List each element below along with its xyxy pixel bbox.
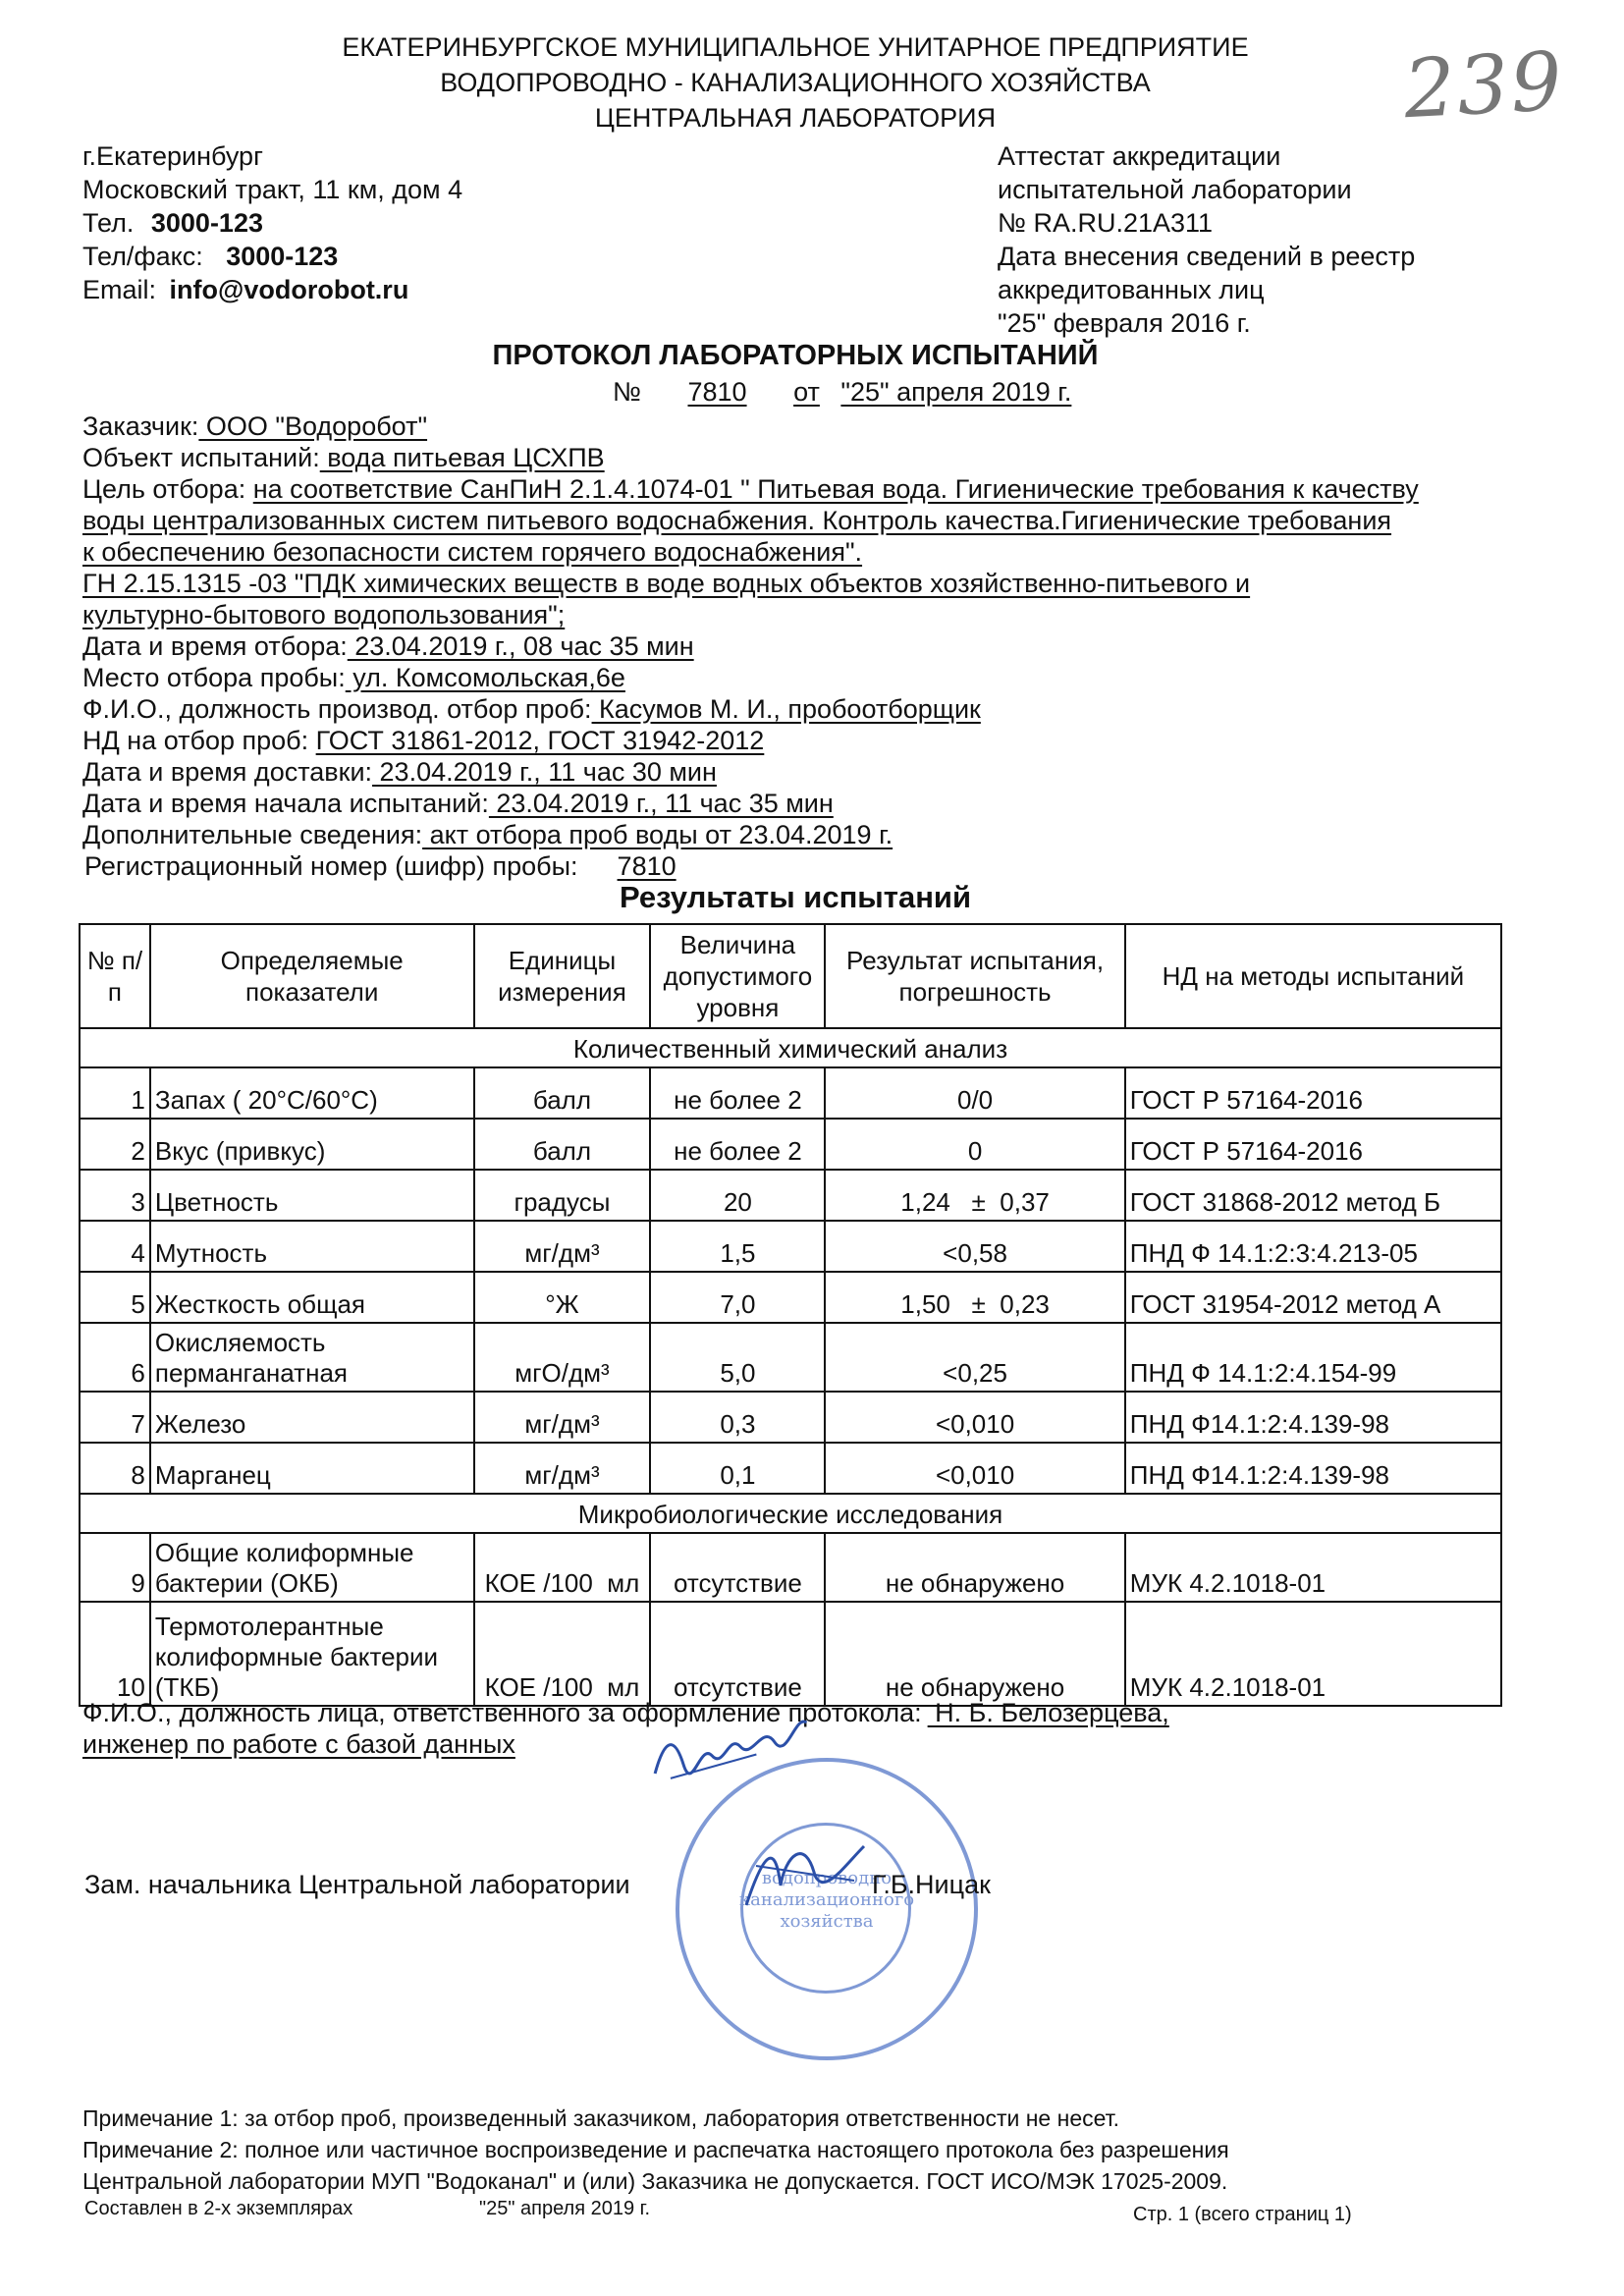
copies-note: Составлен в 2-х экземплярах [84,2198,353,2219]
responsible-position-text: инженер по работе с базой данных [82,1729,515,1759]
table-row [80,1170,1501,1221]
row-result: 1,50 ± 0,23 [825,1272,1124,1323]
row-unit: КОЕ /100 мл [474,1533,651,1602]
customer-label: Заказчик: [82,411,199,441]
accreditation-line4: Дата внесения сведений в реестр [998,242,1416,271]
row-unit: мг/дм³ [474,1443,651,1494]
customer-field [82,410,427,442]
row-limit: 20 [650,1170,825,1221]
accreditation-line5: аккредитованных лиц [998,275,1265,304]
table-row [80,1392,1501,1443]
row-indicator [150,1533,474,1602]
accreditation-line2: испытательной лаборатории [998,175,1352,204]
section-chem: Количественный химический анализ [80,1028,1501,1067]
table-row [80,1272,1501,1323]
customer-value: ООО "Водоробот" [198,411,428,441]
handwritten-page-number: 239 [1401,34,1566,137]
fax-value: 3000-123 [226,242,339,271]
reg-number-field [84,850,677,882]
section-micro: Микробиологические исследования [80,1494,1501,1533]
sampling-place-value: ул. Комсомольская,6е [345,663,625,692]
address-street: Московский тракт, 11 км, дом 4 [82,175,463,204]
extra-info-field [82,819,893,850]
row-indicator: Мутность [150,1221,474,1272]
row-indicator: Цветность [150,1170,474,1221]
results-table [79,923,1502,1707]
sampling-place-label: Место отбора пробы: [82,663,346,692]
section-row-chem [80,1028,1501,1067]
reg-number-label: Регистрационный номер (шифр) пробы: [84,851,578,881]
extra-info-value: акт отбора проб воды от 23.04.2019 г. [422,820,893,849]
org-line1: ЕКАТЕРИНБУРГСКОЕ МУНИЦИПАЛЬНОЕ УНИТАРНОЕ ПРЕДПРИЯТИЕ [342,32,1249,62]
table-row [80,1602,1501,1706]
table-row [80,1443,1501,1494]
row-method: ГОСТ 31954-2012 метод А [1125,1272,1501,1323]
row-indicator-line1: Термотолерантные [154,1612,384,1641]
row-method: ГОСТ Р 57164-2016 [1125,1067,1501,1119]
sampling-place-field [82,662,625,693]
object-value: вода питьевая ЦСХПВ [319,443,605,472]
purpose-line2 [82,505,1391,536]
header-num: № п/п [80,924,150,1028]
row-indicator: Железо [150,1392,474,1443]
header-limit: Величина допустимого уровня [650,924,825,1028]
number-label: № [613,377,641,407]
stamp-line3: хозяйства [780,1911,874,1932]
row-num: 4 [80,1221,150,1272]
responsible-label: Ф.И.О., должность лица, ответственного за оформление протокола: [82,1698,922,1727]
table-row [80,1119,1501,1170]
table-row [80,1221,1501,1272]
address-tel [82,206,263,240]
header-result: Результат испытания, погрешность [825,924,1124,1028]
row-result: <0,58 [825,1221,1124,1272]
sampling-datetime-label: Дата и время отбора: [82,631,348,661]
row-result: <0,010 [825,1443,1124,1494]
test-start-label: Дата и время начала испытаний: [82,789,489,818]
accreditation-line1: Аттестат аккредитации [998,141,1281,171]
row-num: 1 [80,1067,150,1119]
row-method: ПНД Ф 14.1:2:4.154-99 [1125,1323,1501,1392]
row-limit: отсутствие [650,1602,825,1706]
row-indicator: Вкус (привкус) [150,1119,474,1170]
table-row [80,1323,1501,1392]
row-result: не обнаружено [825,1602,1124,1706]
row-result: <0,010 [825,1392,1124,1443]
row-num: 7 [80,1392,150,1443]
row-method: ПНД Ф 14.1:2:3:4.213-05 [1125,1221,1501,1272]
results-title: Результаты испытаний [619,880,972,914]
row-indicator-line2: бактерии (ОКБ) [154,1568,339,1598]
protocol-number: 7810 [687,377,747,407]
row-unit: мг/дм³ [474,1392,651,1443]
stamp-line1: водопроводно [761,1868,893,1888]
delivery-value: 23.04.2019 г., 11 час 30 мин [372,757,717,787]
delivery-field [82,756,717,788]
copies-date: "25" апреля 2019 г. [479,2198,651,2219]
row-indicator: Запах ( 20°С/60°С) [150,1067,474,1119]
page-counter: Стр. 1 (всего страниц 1) [1133,2204,1352,2225]
purpose-line5 [82,599,565,630]
row-num: 5 [80,1272,150,1323]
row-indicator: Жесткость общая [150,1272,474,1323]
table-header-row [80,924,1501,1028]
table-row [80,1533,1501,1602]
row-method: ПНД Ф14.1:2:4.139-98 [1125,1392,1501,1443]
purpose-field [82,473,1419,505]
purpose-line2-text: воды централизованных систем питьевого водоснабжения. Контроль качества.Гигиенические требования [82,506,1392,535]
row-num: 2 [80,1119,150,1170]
accreditation-line6: "25" февраля 2016 г. [998,308,1251,338]
email-value: info@vodorobot.ru [169,275,409,304]
row-indicator-line3: (ТКБ) [154,1672,220,1702]
row-limit: отсутствие [650,1533,825,1602]
row-method: ПНД Ф14.1:2:4.139-98 [1125,1443,1501,1494]
from-label: от [793,377,820,407]
header-indicator: Определяемые показатели [150,924,474,1028]
row-num: 9 [80,1533,150,1602]
note-1: Примечание 1: за отбор проб, произведенный заказчиком, лаборатория ответственности не несет. [82,2105,1120,2131]
table-row [80,1067,1501,1119]
row-limit: 0,3 [650,1392,825,1443]
purpose-line1: на соответствие СанПиН 2.1.4.1074-01 " Питьевая вода. Гигиенические требования к качеству [252,474,1419,504]
row-method: ГОСТ 31868-2012 метод Б [1125,1170,1501,1221]
sampler-label: Ф.И.О., должность производ. отбор проб: [82,694,592,724]
row-unit: балл [474,1119,651,1170]
org-line2: ВОДОПРОВОДНО - КАНАЛИЗАЦИОННОГО ХОЗЯЙСТВА [440,68,1151,97]
purpose-label: Цель отбора: [82,474,253,504]
row-limit: 5,0 [650,1323,825,1392]
purpose-line4 [82,568,1250,599]
object-field [82,442,605,473]
test-start-value: 23.04.2019 г., 11 час 35 мин [488,789,834,818]
row-indicator [150,1602,474,1706]
protocol-title: ПРОТОКОЛ ЛАБОРАТОРНЫХ ИСПЫТАНИЙ [492,340,1099,371]
row-unit: КОЕ /100 мл [474,1602,651,1706]
extra-info-label: Дополнительные сведения: [82,820,423,849]
sampling-datetime-value: 23.04.2019 г., 08 час 35 мин [347,631,694,661]
row-indicator-line1: Окисляемость [154,1328,326,1357]
fax-label: Тел/факс: [82,242,203,271]
sampler-value: Касумов М. И., пробоотборщик [591,694,981,724]
purpose-line5-text: культурно-бытового водопользования"; [82,600,566,629]
row-unit: мг/дм³ [474,1221,651,1272]
row-indicator [150,1323,474,1392]
row-method: МУК 4.2.1018-01 [1125,1533,1501,1602]
tel-label: Тел. [82,208,135,238]
row-num: 3 [80,1170,150,1221]
row-indicator-line2: перманганатная [154,1358,348,1388]
row-indicator-line1: Общие колиформные [154,1538,414,1567]
note-2-line2: Центральной лаборатории МУП "Водоканал" и (или) Заказчика не допускается. ГОСТ ИСО/МЭК 17025-2009. [82,2168,1228,2194]
deputy-label: Зам. начальника Центральной лаборатории [84,1870,630,1899]
protocol-number-line [613,377,1071,408]
row-result: 1,24 ± 0,37 [825,1170,1124,1221]
row-limit: 1,5 [650,1221,825,1272]
nd-field [82,725,764,756]
responsible-field [82,1697,1169,1728]
header-unit: Единицы измерения [474,924,651,1028]
nd-value: ГОСТ 31861-2012, ГОСТ 31942-2012 [315,726,765,755]
row-limit: не более 2 [650,1119,825,1170]
row-result: 0/0 [825,1067,1124,1119]
row-unit: балл [474,1067,651,1119]
row-unit: градусы [474,1170,651,1221]
row-limit: 0,1 [650,1443,825,1494]
section-row-micro [80,1494,1501,1533]
tel-value: 3000-123 [150,208,263,238]
note-2-line1: Примечание 2: полное или частичное воспроизведение и распечатка настоящего протокола без разрешения [82,2137,1229,2162]
sampling-datetime-field [82,630,694,662]
header-method: НД на методы испытаний [1125,924,1501,1028]
row-num: 6 [80,1323,150,1392]
address-fax [82,240,338,273]
responsible-position [82,1728,515,1760]
purpose-line3-text: к обеспечению безопасности систем горячего водоснабжения". [82,537,863,567]
row-method: ГОСТ Р 57164-2016 [1125,1119,1501,1170]
row-num: 8 [80,1443,150,1494]
row-num: 10 [80,1602,150,1706]
row-result: 0 [825,1119,1124,1170]
org-line3: ЦЕНТРАЛЬНАЯ ЛАБОРАТОРИЯ [594,103,997,133]
protocol-date: "25" апреля 2019 г. [840,377,1072,407]
responsible-name: Н. Б. Белозерцева, [927,1698,1169,1727]
object-label: Объект испытаний: [82,443,320,472]
sampler-field [82,693,981,725]
purpose-line4-text: ГН 2.15.1315 -03 "ПДК химических веществ в воде водных объектов хозяйственно-питьевого и [82,569,1251,598]
stamp-line2: канализационного [738,1889,915,1910]
address-email [82,273,408,306]
row-limit: не более 2 [650,1067,825,1119]
test-start-field [82,788,834,819]
row-limit: 7,0 [650,1272,825,1323]
row-unit: °Ж [474,1272,651,1323]
nd-label: НД на отбор проб: [82,726,316,755]
purpose-line3 [82,536,862,568]
row-method: МУК 4.2.1018-01 [1125,1602,1501,1706]
deputy-name: Г.Б.Ницак [872,1870,991,1899]
row-indicator-line2: колиформные бактерии [154,1642,439,1671]
delivery-label: Дата и время доставки: [82,757,373,787]
row-result: не обнаружено [825,1533,1124,1602]
address-city: г.Екатеринбург [82,141,263,171]
accreditation-line3: № RA.RU.21A311 [998,208,1214,238]
row-unit: мгО/дм³ [474,1323,651,1392]
deputy-signature-icon [736,1827,874,1919]
row-indicator: Марганец [150,1443,474,1494]
row-result: <0,25 [825,1323,1124,1392]
email-label: Email: [82,275,157,304]
deputy-signature-svg [736,1827,874,1915]
reg-number-value: 7810 [617,851,677,881]
